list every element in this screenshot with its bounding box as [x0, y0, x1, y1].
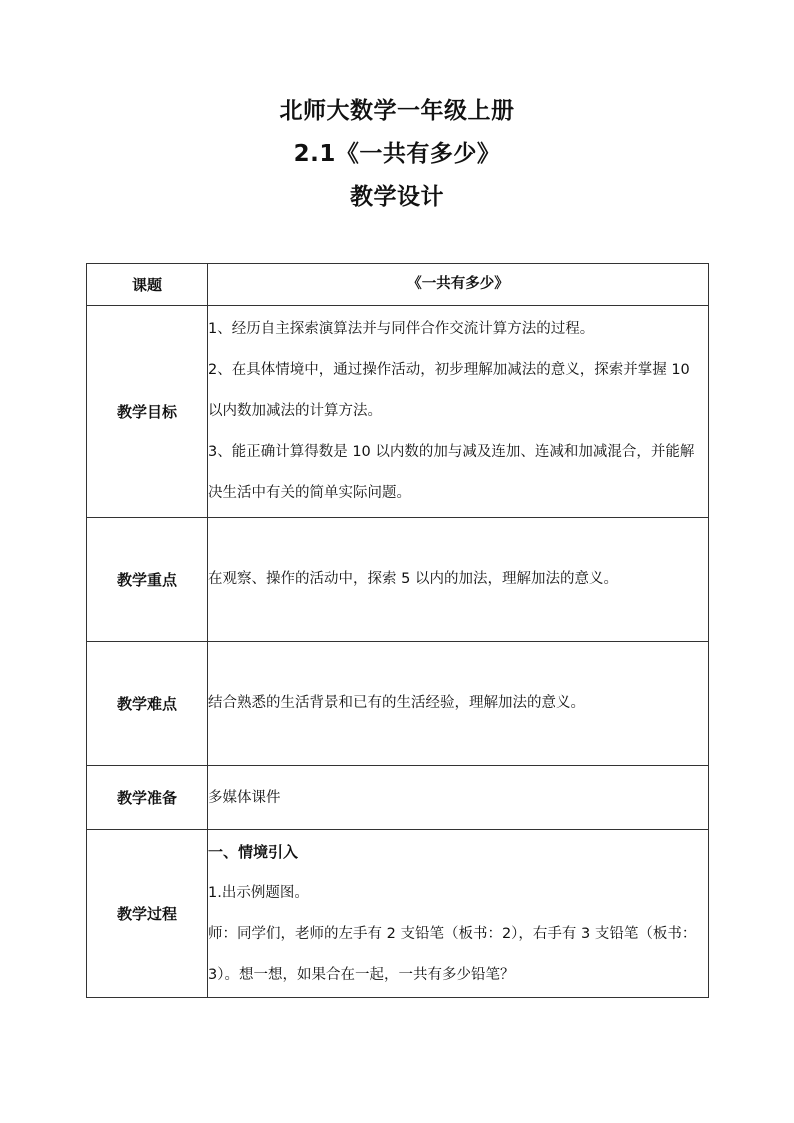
document-title [0, 100, 794, 229]
value-key-points: 在观察、操作的活动中，探索 5 以内的加法，理解加法的意义。 [208, 518, 709, 642]
value-topic: 《一共有多少》 [208, 264, 709, 306]
row-key-points [87, 518, 709, 642]
process-section-title: 一、情境引入 [208, 842, 299, 861]
title-textbook: 北师大数学一年级上册 [279, 98, 515, 124]
row-process [87, 830, 709, 998]
label-goals: 教学目标 [87, 306, 208, 518]
title-design: 教学设计 [350, 184, 444, 210]
row-topic [87, 264, 709, 306]
label-key-points: 教学重点 [87, 518, 208, 642]
title-lesson: 2.1《一共有多少》 [293, 141, 501, 167]
label-topic: 课题 [87, 264, 208, 306]
label-difficulties: 教学难点 [87, 642, 208, 766]
process-step: 1.出示例题图。 [208, 884, 309, 901]
process-dialogue: 师：同学们，老师的左手有 2 支铅笔（板书：2），右手有 3 支铅笔（板书：3）。想一想，如果合在一起，一共有多少铅笔？ [208, 925, 697, 983]
value-preparation: 多媒体课件 [208, 766, 709, 830]
goal-item-2: 2、在具体情境中，通过操作活动，初步理解加减法的意义，探索并掌握 10 以内数加减法的计算方法。 [208, 362, 690, 419]
lesson-plan-table [86, 263, 709, 998]
goal-item-1: 1、经历自主探索演算法并与同伴合作交流计算方法的过程。 [208, 321, 595, 337]
goal-item-3: 3、能正确计算得数是 10 以内数的加与减及连加、连减和加减混合，并能解决生活中有关的简单实际问题。 [208, 444, 695, 501]
value-goals [208, 306, 709, 518]
row-goals [87, 306, 709, 518]
value-difficulties: 结合熟悉的生活背景和已有的生活经验，理解加法的意义。 [208, 642, 709, 766]
label-process: 教学过程 [87, 830, 208, 998]
label-preparation: 教学准备 [87, 766, 208, 830]
row-difficulties [87, 642, 709, 766]
row-preparation [87, 766, 709, 830]
value-process [208, 830, 709, 998]
